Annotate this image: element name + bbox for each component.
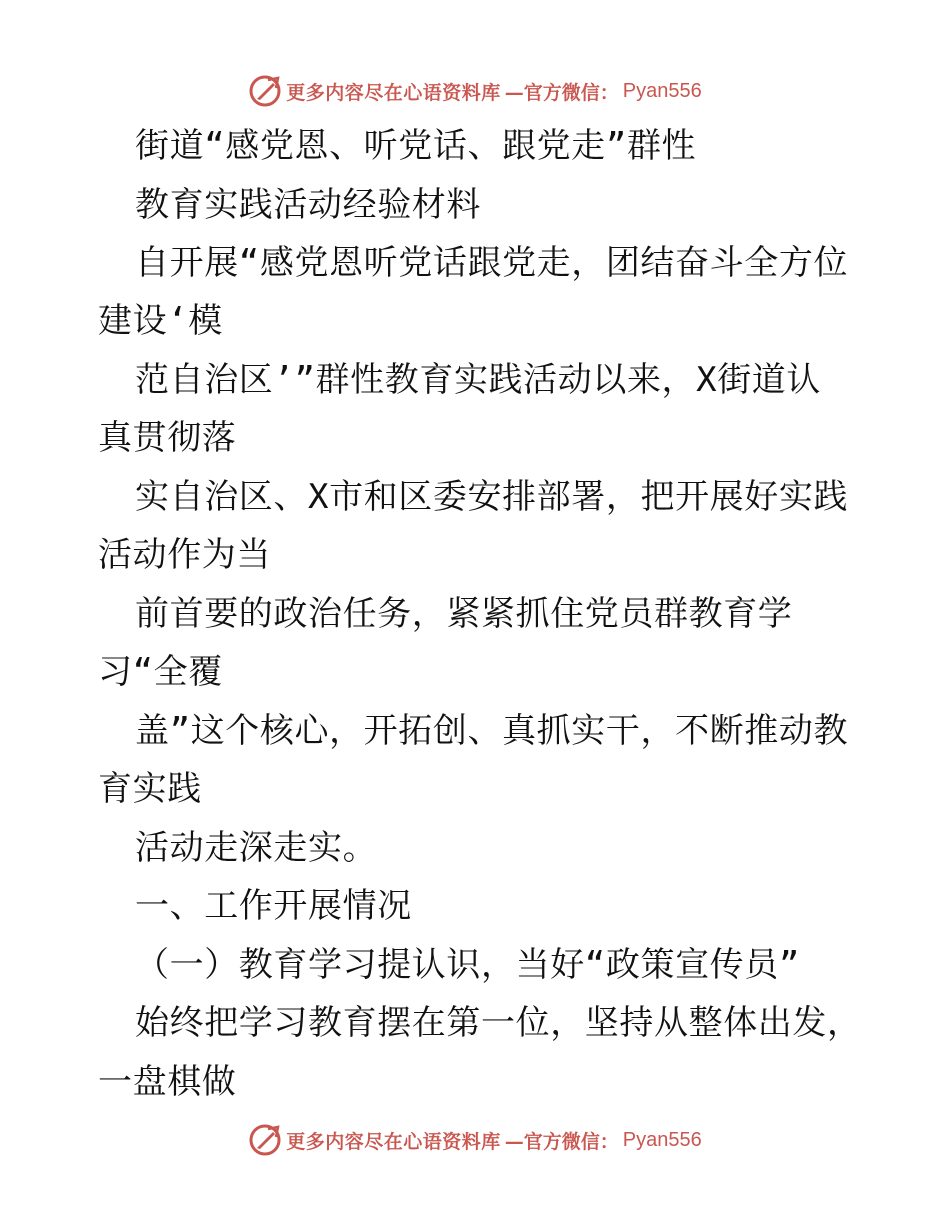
paragraph-line: 范自治区’”群性教育实践活动以来，X街道认 — [135, 360, 822, 400]
paragraph-line: 自开展“感党恩听党话跟党走，团结奋斗全方位 — [135, 243, 849, 283]
watermark-text: 更多内容尽在心语资料库 — [286, 1130, 501, 1153]
quill-logo-icon — [248, 74, 282, 108]
footer-watermark — [0, 1120, 950, 1160]
watermark-wechat-id: Pyan556 — [622, 79, 702, 102]
paragraph-line: 习“全覆 — [98, 652, 223, 692]
header-watermark — [0, 71, 950, 111]
paragraph-line: 盖”这个核心，开拓创、真抓实干，不断推动教 — [135, 711, 849, 751]
section-heading: 一、工作开展情况 — [135, 886, 412, 926]
paragraph-line: 实自治区、X市和区委安排部署，把开展好实践 — [135, 477, 849, 517]
watermark-text: 更多内容尽在心语资料库 — [286, 81, 501, 104]
paragraph-line: 前首要的政治任务，紧紧抓住党员群教育学 — [135, 594, 793, 634]
paragraph-line: 真贯彻落 — [98, 418, 237, 458]
paragraph-line: 始终把学习教育摆在第一位，坚持从整体出发， — [135, 1003, 862, 1043]
paragraph-line: 活动作为当 — [98, 535, 271, 575]
watermark-wechat-id: Pyan556 — [622, 1128, 702, 1151]
watermark-separator: —官方微信： — [504, 1130, 619, 1153]
paragraph-line: 育实践 — [98, 769, 202, 809]
subsection-heading: （一）教育学习提认识，当好“政策宣传员” — [135, 945, 800, 985]
watermark-separator: —官方微信： — [504, 81, 619, 104]
title-line-1: 街道“感党恩、听党话、跟党走”群性 — [135, 126, 697, 166]
paragraph-line: 建设‘模 — [98, 301, 223, 341]
quill-logo-icon — [248, 1123, 282, 1157]
paragraph-line: 活动走深走实。 — [135, 828, 378, 868]
paragraph-line: 一盘棋做 — [98, 1062, 237, 1102]
title-line-2: 教育实践活动经验材料 — [135, 185, 481, 225]
